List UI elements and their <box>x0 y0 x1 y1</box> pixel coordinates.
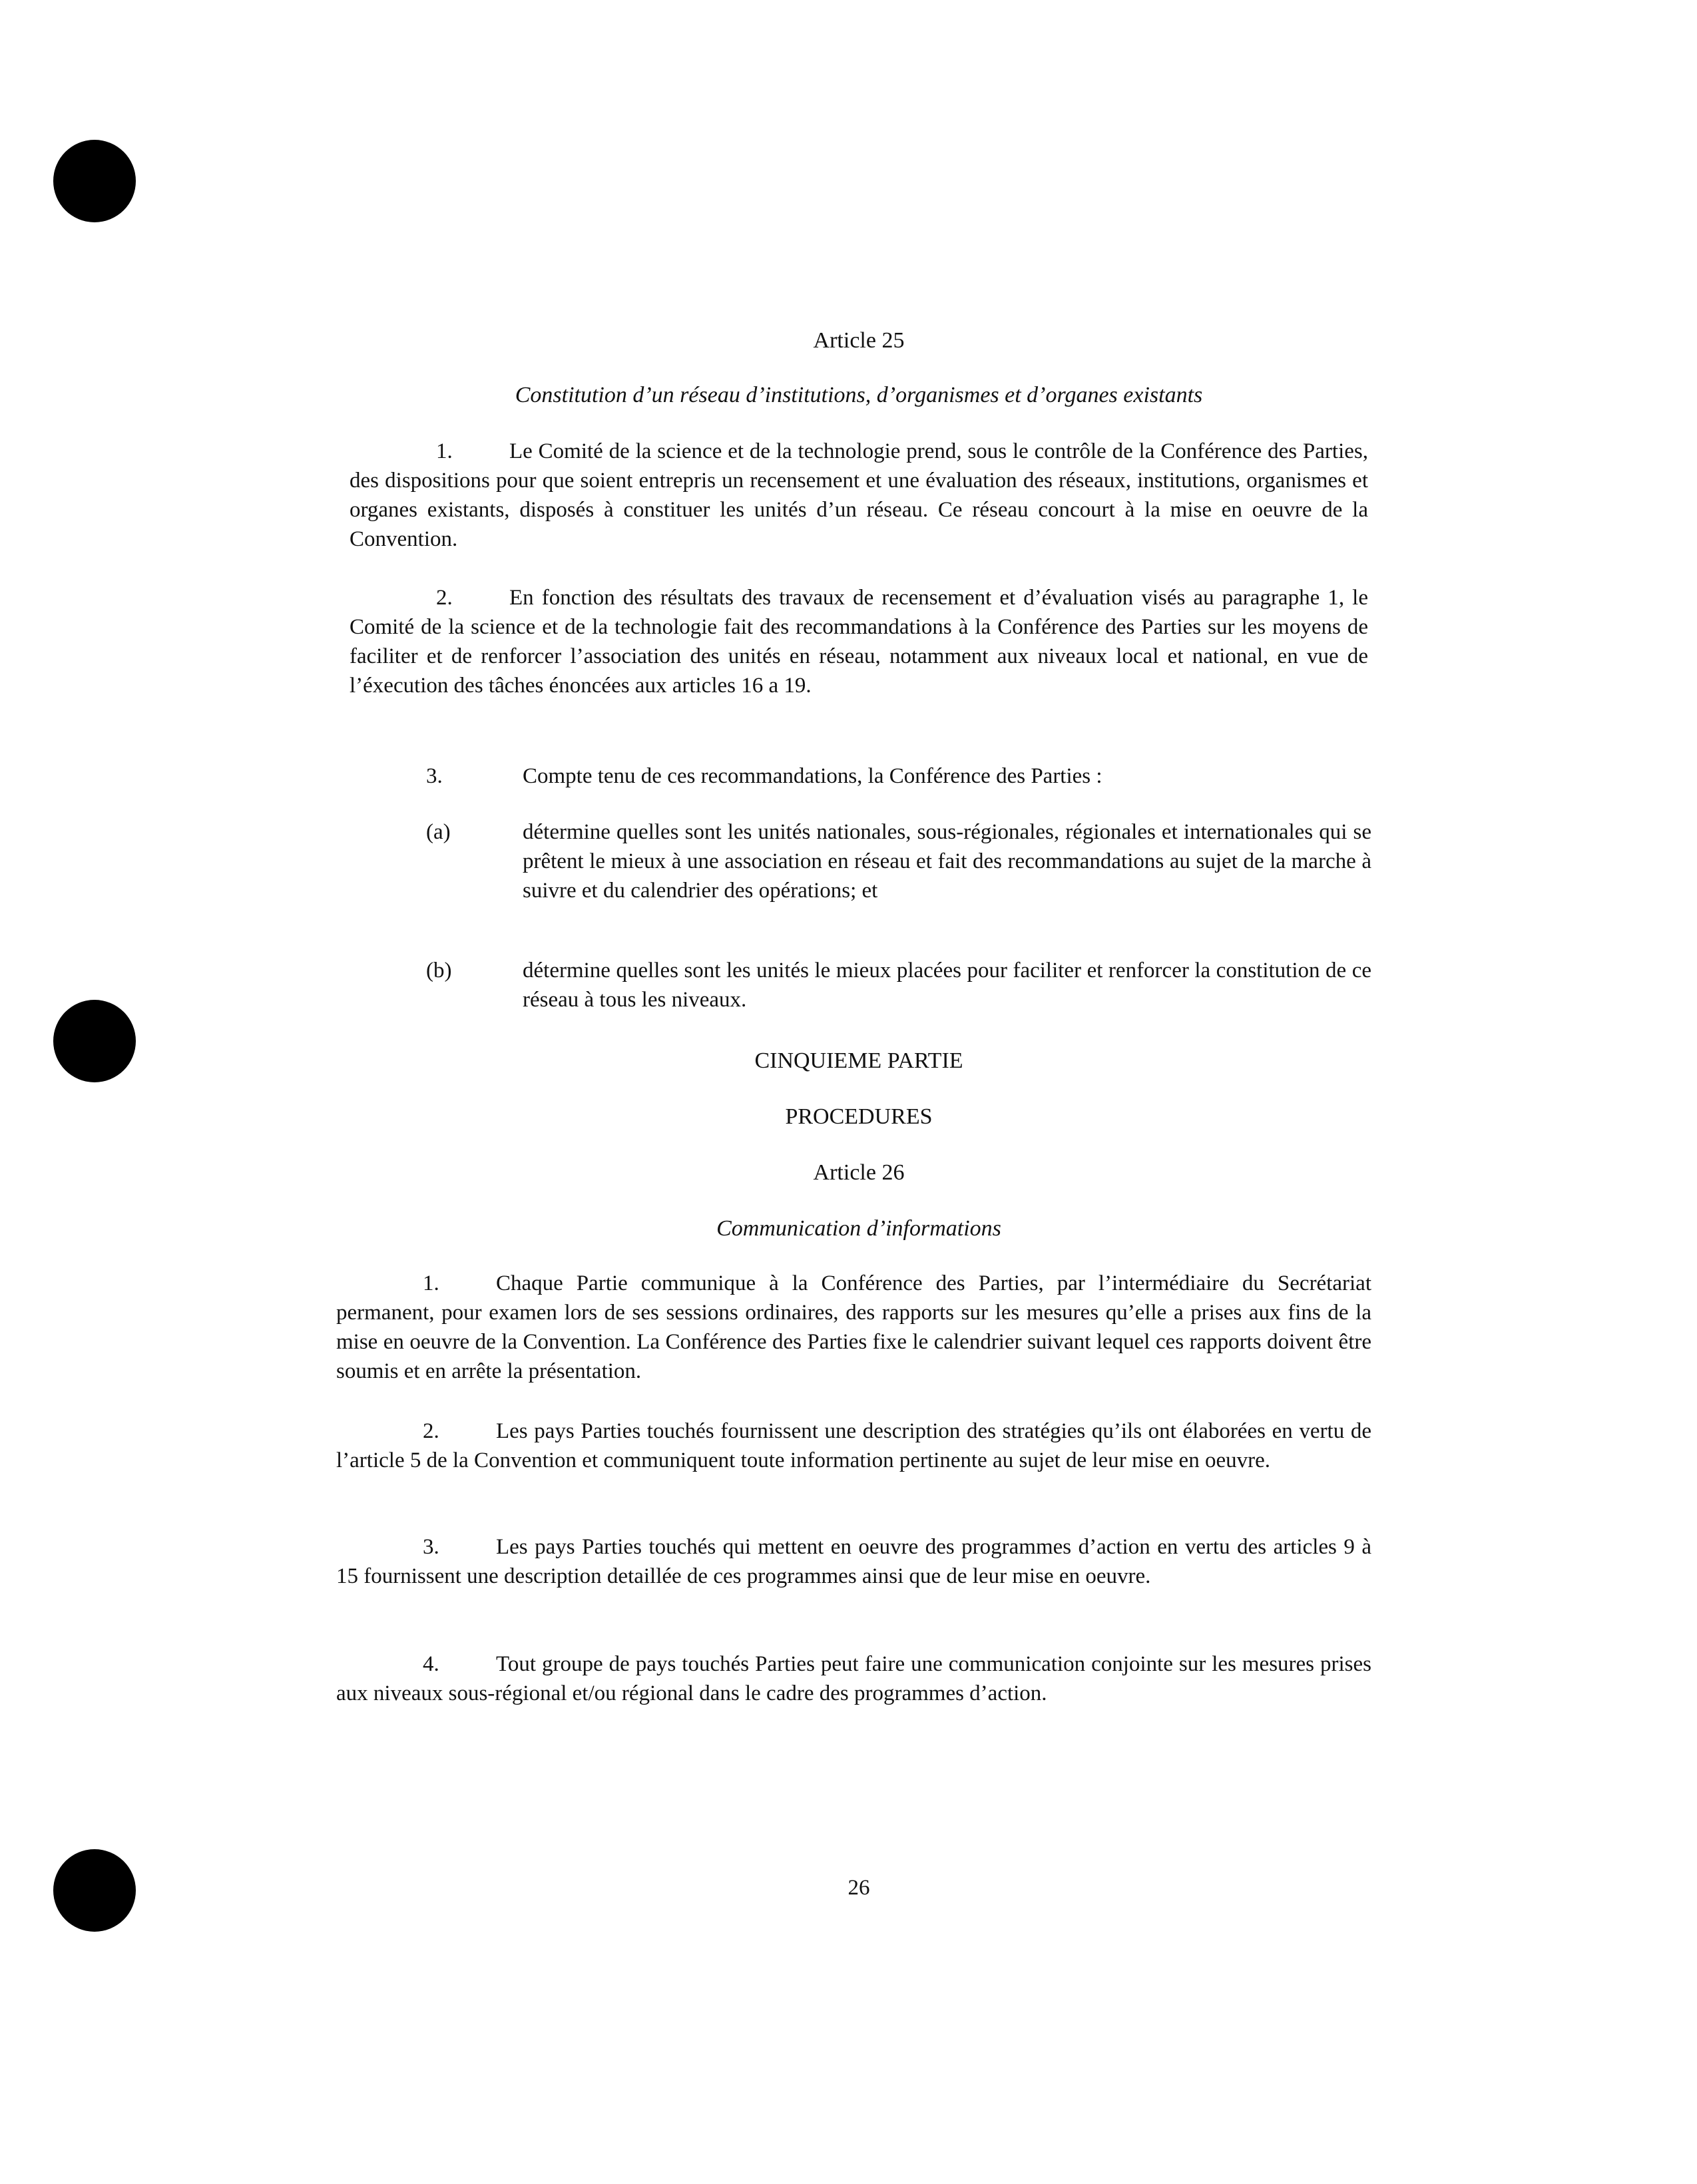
paragraph-number: 3. <box>426 764 443 788</box>
paragraph-number: 4. <box>423 1652 439 1676</box>
paragraph-number: 1. <box>436 439 453 463</box>
paragraph-number: 2. <box>436 586 453 610</box>
article-26-paragraph-4 <box>336 1649 1371 1708</box>
article-25-subtitle: Constitution d’un réseau d’institutions, d’organismes et d’organes existants <box>515 383 1203 407</box>
item-text: détermine quelles sont les unités le mieux placées pour faciliter et renforcer la constitution de ce réseau à tous les niveaux. <box>523 959 1371 1012</box>
paragraph-number: 3. <box>423 1535 439 1559</box>
part-heading: CINQUIEME PARTIE <box>754 1048 963 1073</box>
article-25-title: Article 25 <box>813 328 905 353</box>
article-26-paragraph-3 <box>336 1532 1371 1591</box>
paragraph-text: Compte tenu de ces recommandations, la Conférence des Parties : <box>523 764 1102 788</box>
paragraph-number: 1. <box>423 1271 439 1295</box>
article-26-paragraph-2 <box>336 1417 1371 1475</box>
article-25-item-b <box>426 956 1371 1014</box>
article-26-subtitle: Communication d’informations <box>716 1216 1001 1241</box>
page-number: 26 <box>848 1876 870 1900</box>
paragraph-text: En fonction des résultats des travaux de recensement et d’évaluation visés au paragraphe 1, le Comité de la science et de la technologie fait des recommandations à la Conférence des Parties sur les moyens de faciliter et de renforcer l’association des unités en réseau, notamment aux niveaux local et national, en vue de l’éxecution des tâches énoncées aux articles 16 a 19. <box>350 586 1368 698</box>
item-text: détermine quelles sont les unités nationales, sous-régionales, régionales et internationales qui se prêtent le mieux à une association en réseau et fait des recommandations au sujet de la marche à suivre et du calendrier des opérations; et <box>523 820 1371 903</box>
paragraph-text: Le Comité de la science et de la technologie prend, sous le contrôle de la Conférence des Parties, des dispositions pour que soient entrepris un recensement et une évaluation des réseaux, institutions, organismes et organes existants, disposés à constituer les unités d’un réseau. Ce réseau concourt à la mise en oeuvre de la Convention. <box>350 439 1368 551</box>
paragraph-text: Chaque Partie communique à la Conférence des Parties, par l’intermédiaire du Secrétariat permanent, pour examen lors de ses sessions ordinaires, des rapports sur les mesures qu’elle a prises aux fins de la mise en oeuvre de la Convention. La Conférence des Parties fixe le calendrier suivant lequel ces rapports doivent être soumis et en arrête la présentation. <box>336 1271 1371 1383</box>
paragraph-text: Les pays Parties touchés fournissent une description des stratégies qu’ils ont élaborées en vertu de l’article 5 de la Convention et communiquent toute information pertinente au sujet de leur mise en oeuvre. <box>336 1419 1371 1472</box>
punch-hole-middle <box>53 1000 136 1082</box>
article-25-paragraph-1 <box>350 437 1368 554</box>
article-26-paragraph-1 <box>336 1269 1371 1386</box>
item-label: (a) <box>426 820 451 844</box>
article-25-item-a <box>426 817 1371 905</box>
article-26-title: Article 26 <box>813 1160 905 1185</box>
paragraph-text: Tout groupe de pays touchés Parties peut faire une communication conjointe sur les mesures prises aux niveaux sous-régional et/ou régional dans le cadre des programmes d’action. <box>336 1652 1371 1705</box>
punch-hole-top <box>53 140 136 222</box>
item-label: (b) <box>426 959 452 983</box>
article-25-paragraph-3 <box>426 762 1371 791</box>
paragraph-number: 2. <box>423 1419 439 1443</box>
paragraph-text: Les pays Parties touchés qui mettent en oeuvre des programmes d’action en vertu des articles 9 à 15 fournissent une description detaillée de ces programmes ainsi que de leur mise en oeuvre. <box>336 1535 1371 1588</box>
punch-hole-bottom <box>53 1849 136 1932</box>
article-25-paragraph-2 <box>350 583 1368 700</box>
part-subheading: PROCEDURES <box>785 1104 933 1129</box>
